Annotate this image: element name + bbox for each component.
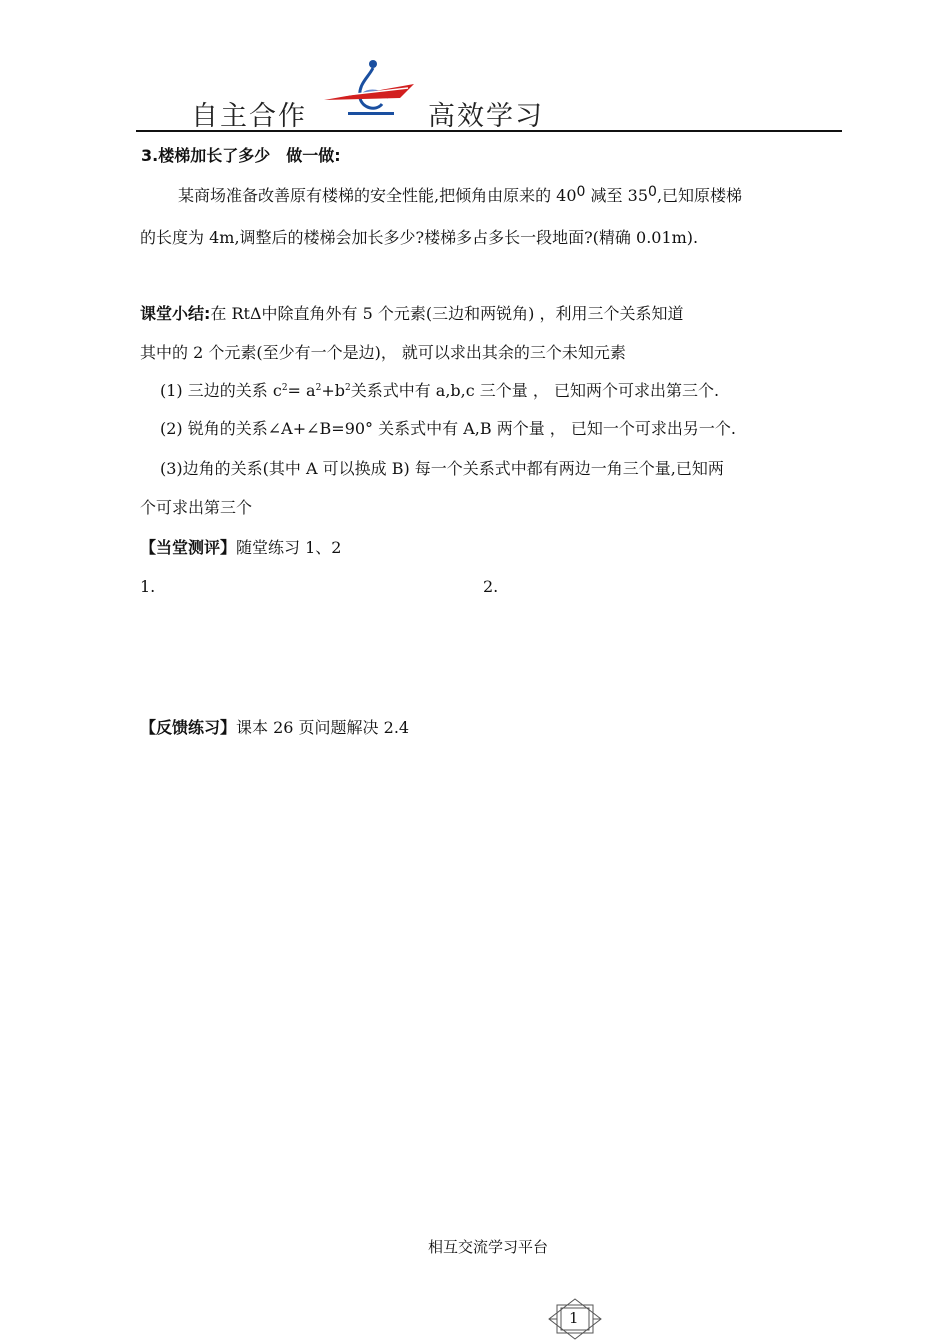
page-number: 1 [569, 1309, 579, 1327]
summary-item-3-line2: 个可求出第三个 [140, 498, 253, 517]
problem-paragraph-line2: 的长度为 4m,调整后的楼梯会加长多少?楼梯多占多长一段地面?(精确 0.01m). [140, 228, 699, 247]
feedback-label: 【反馈练习】 [140, 718, 237, 737]
exercise-number-1: 1. [140, 577, 156, 596]
problem-paragraph-line1: 某商场准备改善原有楼梯的安全性能,把倾角由原来的 $40^0$ 减至 $35^0$,已知原楼梯 [178, 184, 743, 205]
exercise-number-2: 2. [483, 577, 499, 596]
header-divider [136, 130, 842, 132]
summary-line1: 课堂小结:在 RtΔ中除直角外有 5 个元素(三边和两锐角) ，利用三个关系知道 [140, 304, 684, 323]
school-logo-icon [318, 54, 424, 124]
header-right-text: 高效学习 [428, 101, 544, 132]
summary-item-2: (2) 锐角的关系∠A+∠B=90° 关系式中有 A,B 两个量 ， 已知一个可求出另一个. [160, 419, 736, 438]
summary-item-3-line1: (3)边角的关系(其中 A 可以换成 B) 每一个关系式中都有两边一角三个量,已知两 [160, 459, 724, 478]
assessment-line: 【当堂测评】随堂练习 1、2 [140, 538, 342, 557]
footer-platform-text: 相互交流学习平台 [428, 1238, 549, 1256]
summary-label: 课堂小结: [140, 304, 211, 323]
section-heading: 3.楼梯加长了多少 做一做: [141, 146, 341, 165]
summary-item-1: (1) 三边的关系 $c^2= a^2+b^2$关系式中有 a,b,c 三个量 ， 已知两个可求出第三个. [160, 381, 720, 400]
summary-line2: 其中的 2 个元素(至少有一个是边)， 就可以求出其余的三个未知元素 [140, 343, 626, 362]
assessment-label: 【当堂测评】 [140, 538, 237, 557]
header-left-text: 自主合作 [191, 101, 307, 132]
feedback-line: 【反馈练习】课本 26 页问题解决 2.4 [140, 718, 410, 737]
